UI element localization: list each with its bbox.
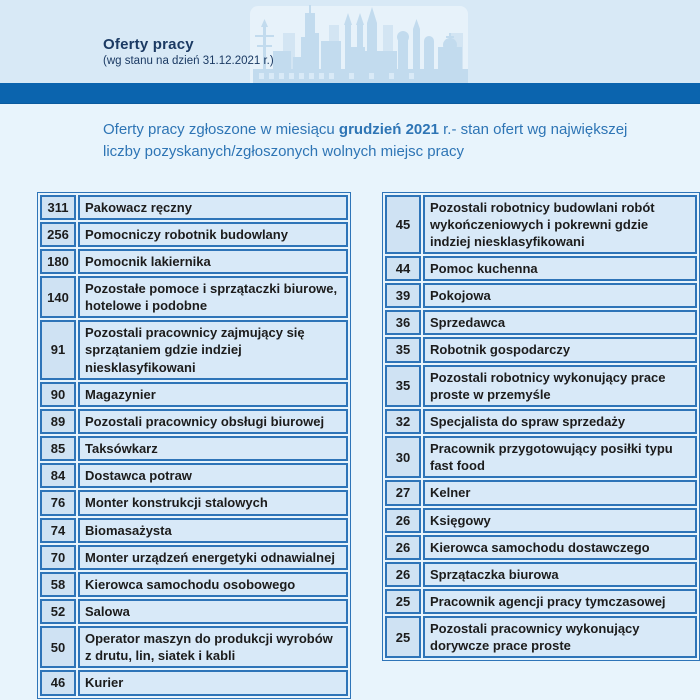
- divider-bar: [0, 83, 700, 104]
- offer-count: 85: [40, 436, 76, 461]
- occupation-label: Pozostali pracownicy zajmujący się sprzątaniem gdzie indziej niesklasyfikowani: [78, 320, 348, 379]
- offers-table-left: [37, 192, 351, 699]
- occupation-label: Pokojowa: [423, 283, 697, 308]
- table-row: [385, 616, 697, 658]
- occupation-label: Kelner: [423, 480, 697, 505]
- offer-count: 84: [40, 463, 76, 488]
- table-row: [385, 562, 697, 587]
- occupation-label: Pozostałe pomoce i sprzątaczki biurowe, hotelowe i podobne: [78, 276, 348, 318]
- page-header: [0, 0, 700, 83]
- offer-count: 311: [40, 195, 76, 220]
- occupation-label: Monter urządzeń energetyki odnawialnej: [78, 545, 348, 570]
- occupation-label: Taksówkarz: [78, 436, 348, 461]
- table-row: [40, 222, 348, 247]
- intro-text: [103, 119, 628, 163]
- occupation-label: Kierowca samochodu osobowego: [78, 572, 348, 597]
- offer-count: 58: [40, 572, 76, 597]
- offer-count: 74: [40, 518, 76, 543]
- occupation-label: Pracownik przygotowujący posiłki typu fast food: [423, 436, 697, 478]
- offer-count: 30: [385, 436, 421, 478]
- occupation-label: Kurier: [78, 670, 348, 695]
- table-row: [40, 249, 348, 274]
- table-row: [40, 545, 348, 570]
- occupation-label: Pozostali robotnicy wykonujący prace proste w przemyśle: [423, 365, 697, 407]
- table-row: [385, 480, 697, 505]
- table-row: [385, 535, 697, 560]
- city-skyline-icon: [253, 5, 468, 83]
- offer-count: 90: [40, 382, 76, 407]
- offer-count: 35: [385, 337, 421, 362]
- occupation-label: Pomocniczy robotnik budowlany: [78, 222, 348, 247]
- table-row: [385, 337, 697, 362]
- offer-count: 26: [385, 535, 421, 560]
- table-row: [40, 670, 348, 695]
- intro-part1: Oferty pracy zgłoszone w miesiącu: [103, 121, 339, 138]
- occupation-label: Pozostali pracownicy wykonujący dorywcze prace proste: [423, 616, 697, 658]
- offers-table-right: [382, 192, 700, 662]
- table-row: [40, 599, 348, 624]
- table-row: [40, 195, 348, 220]
- table-row: [40, 518, 348, 543]
- table-row: [40, 463, 348, 488]
- table-row: [385, 283, 697, 308]
- occupation-label: Pomoc kuchenna: [423, 256, 697, 281]
- offer-count: 45: [385, 195, 421, 254]
- table-row: [40, 626, 348, 668]
- offer-count: 180: [40, 249, 76, 274]
- occupation-label: Pakowacz ręczny: [78, 195, 348, 220]
- offer-count: 26: [385, 562, 421, 587]
- offer-count: 36: [385, 310, 421, 335]
- table-row: [385, 508, 697, 533]
- offer-count: 39: [385, 283, 421, 308]
- offer-count: 89: [40, 409, 76, 434]
- occupation-label: Magazynier: [78, 382, 348, 407]
- table-row: [385, 589, 697, 614]
- table-row: [385, 310, 697, 335]
- table-row: [385, 409, 697, 434]
- table-row: [40, 490, 348, 515]
- page-title: Oferty pracy: [103, 36, 194, 53]
- table-row: [40, 409, 348, 434]
- occupation-label: Pozostali pracownicy obsługi biurowej: [78, 409, 348, 434]
- offer-count: 46: [40, 670, 76, 695]
- occupation-label: Sprzątaczka biurowa: [423, 562, 697, 587]
- offer-count: 50: [40, 626, 76, 668]
- offer-count: 25: [385, 589, 421, 614]
- table-row: [40, 572, 348, 597]
- occupation-label: Salowa: [78, 599, 348, 624]
- offer-count: 52: [40, 599, 76, 624]
- occupation-label: Dostawca potraw: [78, 463, 348, 488]
- offer-count: 25: [385, 616, 421, 658]
- occupation-label: Kierowca samochodu dostawczego: [423, 535, 697, 560]
- occupation-label: Sprzedawca: [423, 310, 697, 335]
- table-row: [385, 195, 697, 254]
- offer-count: 35: [385, 365, 421, 407]
- occupation-label: Operator maszyn do produkcji wyrobów z drutu, lin, siatek i kabli: [78, 626, 348, 668]
- table-row: [40, 436, 348, 461]
- table-row: [40, 276, 348, 318]
- offer-count: 44: [385, 256, 421, 281]
- offer-count: 256: [40, 222, 76, 247]
- offer-count: 140: [40, 276, 76, 318]
- table-row: [385, 365, 697, 407]
- occupation-label: Robotnik gospodarczy: [423, 337, 697, 362]
- table-row: [40, 382, 348, 407]
- occupation-label: Monter konstrukcji stalowych: [78, 490, 348, 515]
- table-row: [385, 436, 697, 478]
- occupation-label: Pozostali robotnicy budowlani robót wykończeniowych i pokrewni gdzie indziej niesklasyfikowani: [423, 195, 697, 254]
- table-row: [40, 320, 348, 379]
- intro-part2: r.- stan ofert wg największej liczby pozyskanych/zgłoszonych wolnych miejsc pracy: [103, 121, 628, 160]
- offer-count: 70: [40, 545, 76, 570]
- occupation-label: Specjalista do spraw sprzedaży: [423, 409, 697, 434]
- table-row: [385, 256, 697, 281]
- offer-count: 91: [40, 320, 76, 379]
- offer-count: 27: [385, 480, 421, 505]
- occupation-label: Biomasażysta: [78, 518, 348, 543]
- intro-bold-month: grudzień 2021: [338, 121, 439, 138]
- offer-count: 26: [385, 508, 421, 533]
- offer-count: 76: [40, 490, 76, 515]
- occupation-label: Księgowy: [423, 508, 697, 533]
- offer-count: 32: [385, 409, 421, 434]
- occupation-label: Pomocnik lakiernika: [78, 249, 348, 274]
- offer-tables: [37, 192, 700, 699]
- occupation-label: Pracownik agencji pracy tymczasowej: [423, 589, 697, 614]
- page-subtitle: (wg stanu na dzień 31.12.2021 r.): [103, 55, 274, 67]
